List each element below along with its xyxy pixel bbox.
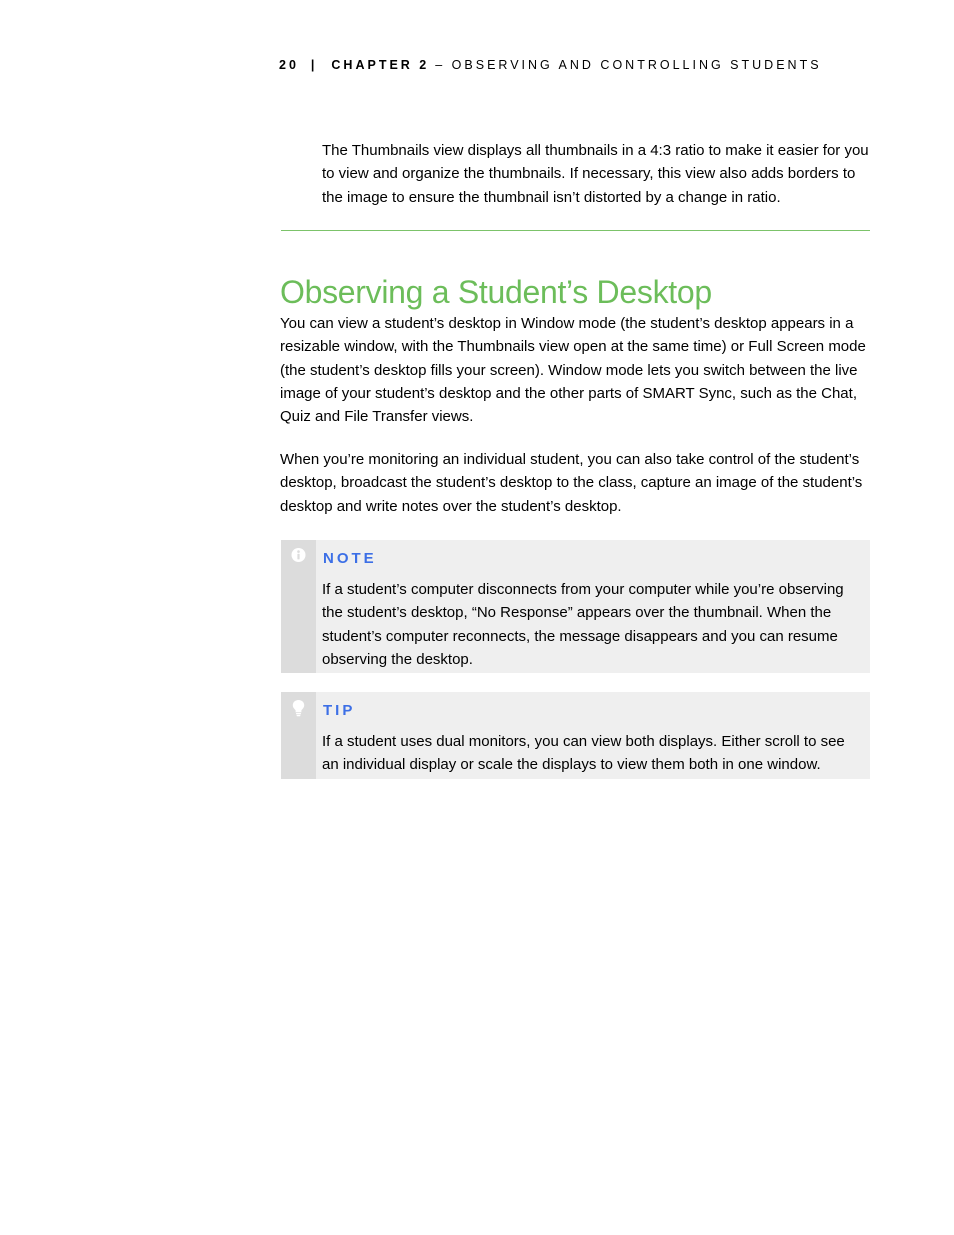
chapter-label: CHAPTER 2 xyxy=(331,58,430,72)
body-paragraph: When you’re monitoring an individual student, you can also take control of the student’s desktop, broadcast the student’s desktop to the class, capture an image of the student’s desktop and write notes over the student’s desktop. xyxy=(280,451,863,515)
note-box xyxy=(281,540,870,673)
body-paragraph: You can view a student’s desktop in Window mode (the student’s desktop appears in a resizable window, with the Thumbnails view open at the same time) or Full Screen mode (the student’s desktop fills your screen). Window mode lets you switch between the live image of your student’s desktop and the other parts of SMART Sync, such as the Chat, Quiz and File Transfer views. xyxy=(280,315,866,426)
header-separator: | xyxy=(310,58,318,72)
section-divider xyxy=(281,230,870,231)
chapter-title: – OBSERVING AND CONTROLLING STUDENTS xyxy=(435,58,822,72)
running-header xyxy=(279,58,822,72)
intro-paragraph: The Thumbnails view displays all thumbnails in a 4:3 ratio to make it easier for you to view and organize the thumbnails. If necessary, this view also adds borders to the image to ensure the thumbnail isn’t distorted by a change in ratio. xyxy=(322,142,869,206)
note-gutter xyxy=(281,540,316,673)
note-text: If a student’s computer disconnects from your computer while you’re observing the student’s desktop, “No Response” appears over the thumbnail. When the student’s computer reconnects, the message disappears and you can resume observing the desktop. xyxy=(322,581,844,668)
page-number: 20 xyxy=(279,58,299,72)
info-icon xyxy=(291,547,306,565)
tip-box xyxy=(281,692,870,779)
tip-text: If a student uses dual monitors, you can view both displays. Either scroll to see an individual display or scale the displays to view them both in one window. xyxy=(322,733,845,774)
note-label: NOTE xyxy=(323,550,377,567)
section-heading: Observing a Student’s Desktop xyxy=(280,274,712,310)
lightbulb-icon xyxy=(291,699,306,717)
tip-gutter xyxy=(281,692,316,779)
tip-label: TIP xyxy=(323,702,356,719)
